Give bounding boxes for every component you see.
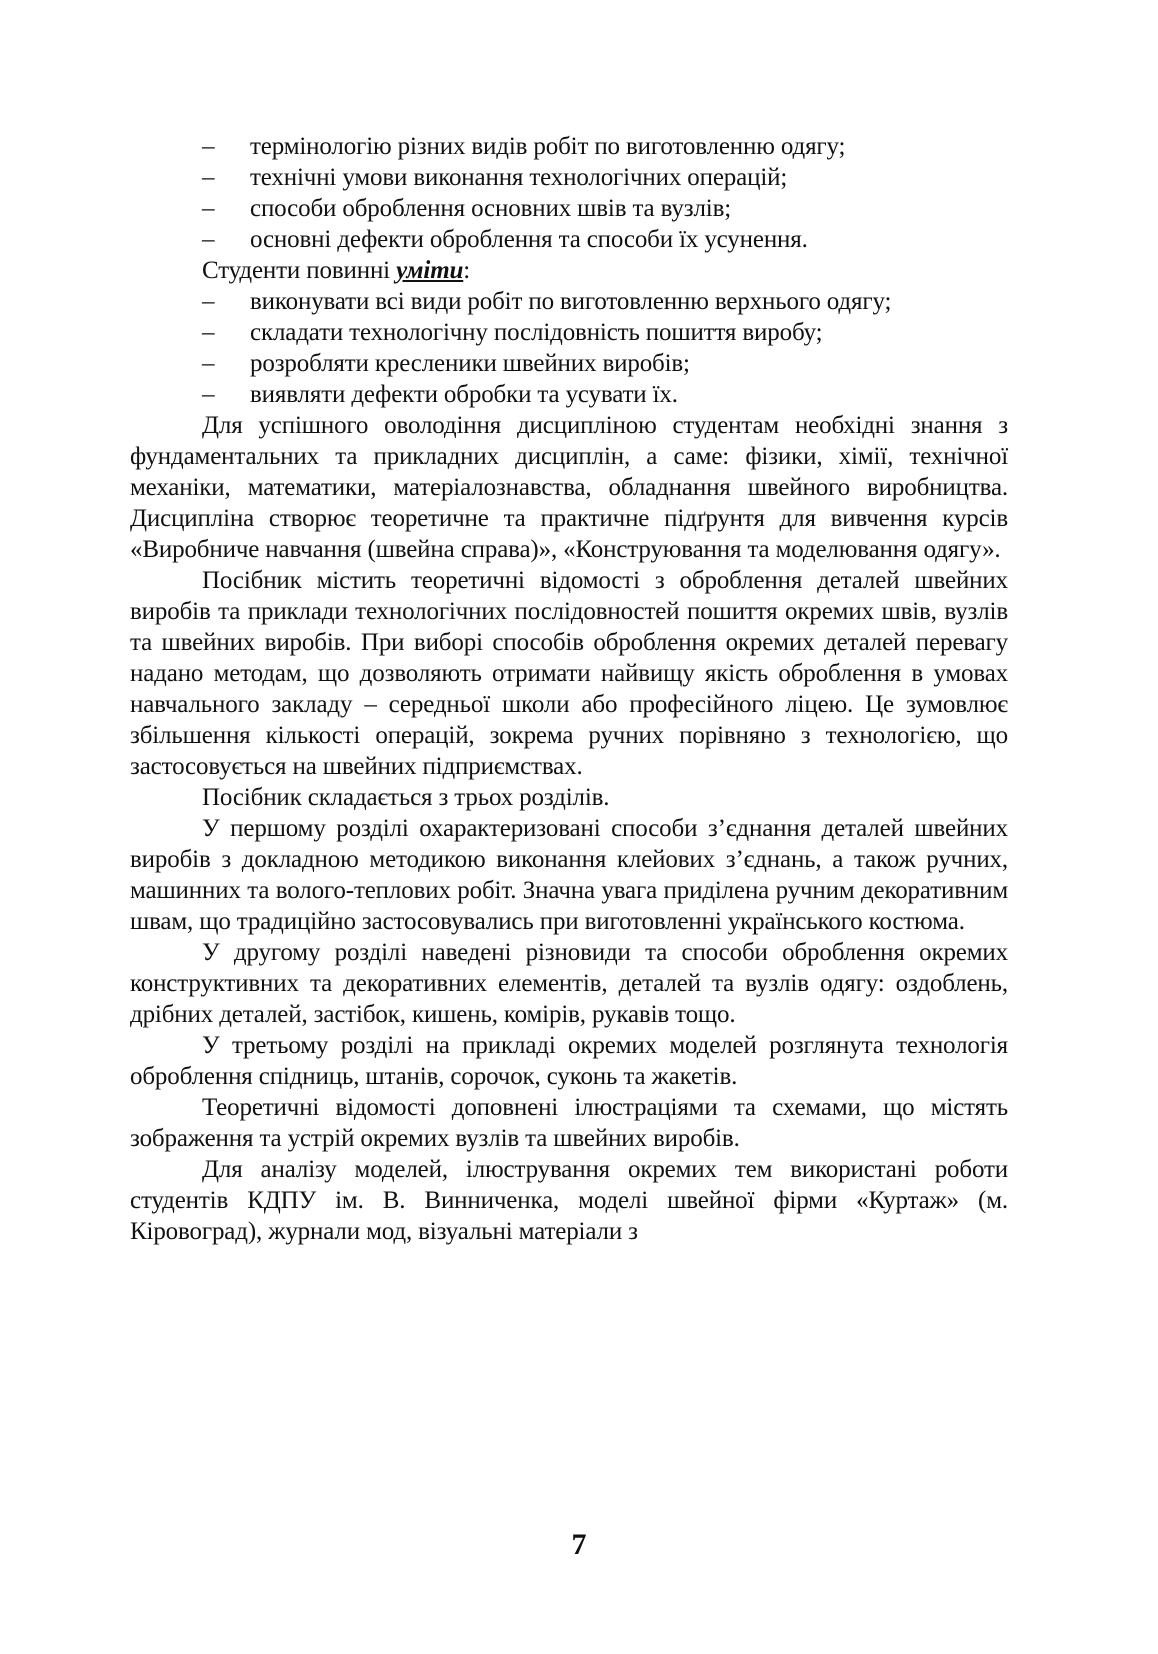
list-item: – технічні умови виконання технологічних операцій; [202,164,788,191]
page-number: 7 [571,1528,587,1561]
emphasis-word: уміти [396,257,464,284]
dash-bullet: – [202,164,215,191]
list-item: – розробляти креслeники швейних виробів; [202,350,690,377]
list-item: – основні дефекти оброблення та способи їх усунення. [202,226,808,253]
list-item: – виконувати всі види робіт по виготовленню верхнього одягу; [202,288,892,315]
dash-bullet: – [202,133,215,160]
skills-list [130,286,1008,410]
list-item: – термінологію різних видів робіт по виготовленню одягу; [202,133,846,160]
list-item: – способи оброблення основних швів та вузлів; [202,195,732,222]
paragraph-sources: Для аналізу моделей, ілюстрування окремих тем використані роботи студентів КДПУ ім. В. Винниченка, моделі швейної фірми «Куртаж» (м. Кіровоград), журнали мод, візуальні матеріали з [130,1156,1008,1245]
paragraph-section-2: У другому розділі наведені різновиди та способи оброблення окремих конструктивних та декоративних елементів, деталей та вузлів одягу: оздоблень, дрібних деталей, застібок, кишень, комірів, рукавів тощо. [130,939,1008,1028]
list-item: – складати технологічну послідовність пошиття виробу; [202,319,823,346]
skills-lead: Студенти повинні уміти: [202,257,471,284]
knowledge-list [130,131,1008,255]
dash-bullet: – [202,381,215,408]
dash-bullet: – [202,350,215,377]
paragraph-illustrations: Теоретичні відомості доповнені ілюстраціями та схемами, що містять зображення та устрій окремих вузлів та швейних виробів. [130,1094,1008,1152]
paragraph-structure: Посібник складається з трьох розділів. [202,784,610,811]
dash-bullet: – [202,195,215,222]
dash-bullet: – [202,319,215,346]
paragraph-prerequisites: Для успішного оволодіння дисципліною студентам необхідні знання з фундаментальних та прикладних дисциплін, а саме: фізики, хімії, технічної механіки, математики, матеріалознавства, обладнання швейного виробництва. Дисципліна створює теоретичне та практичне підґрунтя для вивчення курсів «Виробниче навчання (швейна справа)», «Конструювання та моделювання одягу». [130,412,1008,563]
paragraph-section-1: У першому розділі охарактеризовані способи з’єднання деталей швейних виробів з докладною методикою виконання клейових з’єднань, а також ручних, машинних та волого-теплових робіт. Значна увага приділена ручним декоративним швам, що традиційно застосовувались при виготовленні українського костюма. [130,815,1008,935]
paragraph-section-3: У третьому розділі на прикладі окремих моделей розглянута технологія оброблення спідниць, штанів, сорочок, суконь та жакетів. [130,1032,1008,1090]
document-page [130,131,1008,1247]
list-item: – виявляти дефекти обробки та усувати їх. [202,381,678,408]
dash-bullet: – [202,288,215,315]
dash-bullet: – [202,226,215,253]
paragraph-content: Посібник містить теоретичні відомості з оброблення деталей швейних виробів та приклади технологічних послідовностей пошиття окремих швів, вузлів та швейних виробів. При виборі способів оброблення окремих деталей перевагу надано методам, що дозволяють отримати найвищу якість оброблення в умовах навчального закладу – середньої школи або професійного ліцею. Це зумовлює збільшення кількості операцій, зокрема ручних порівняно з технологією, що застосовується на швейних підприємствах. [130,567,1008,780]
